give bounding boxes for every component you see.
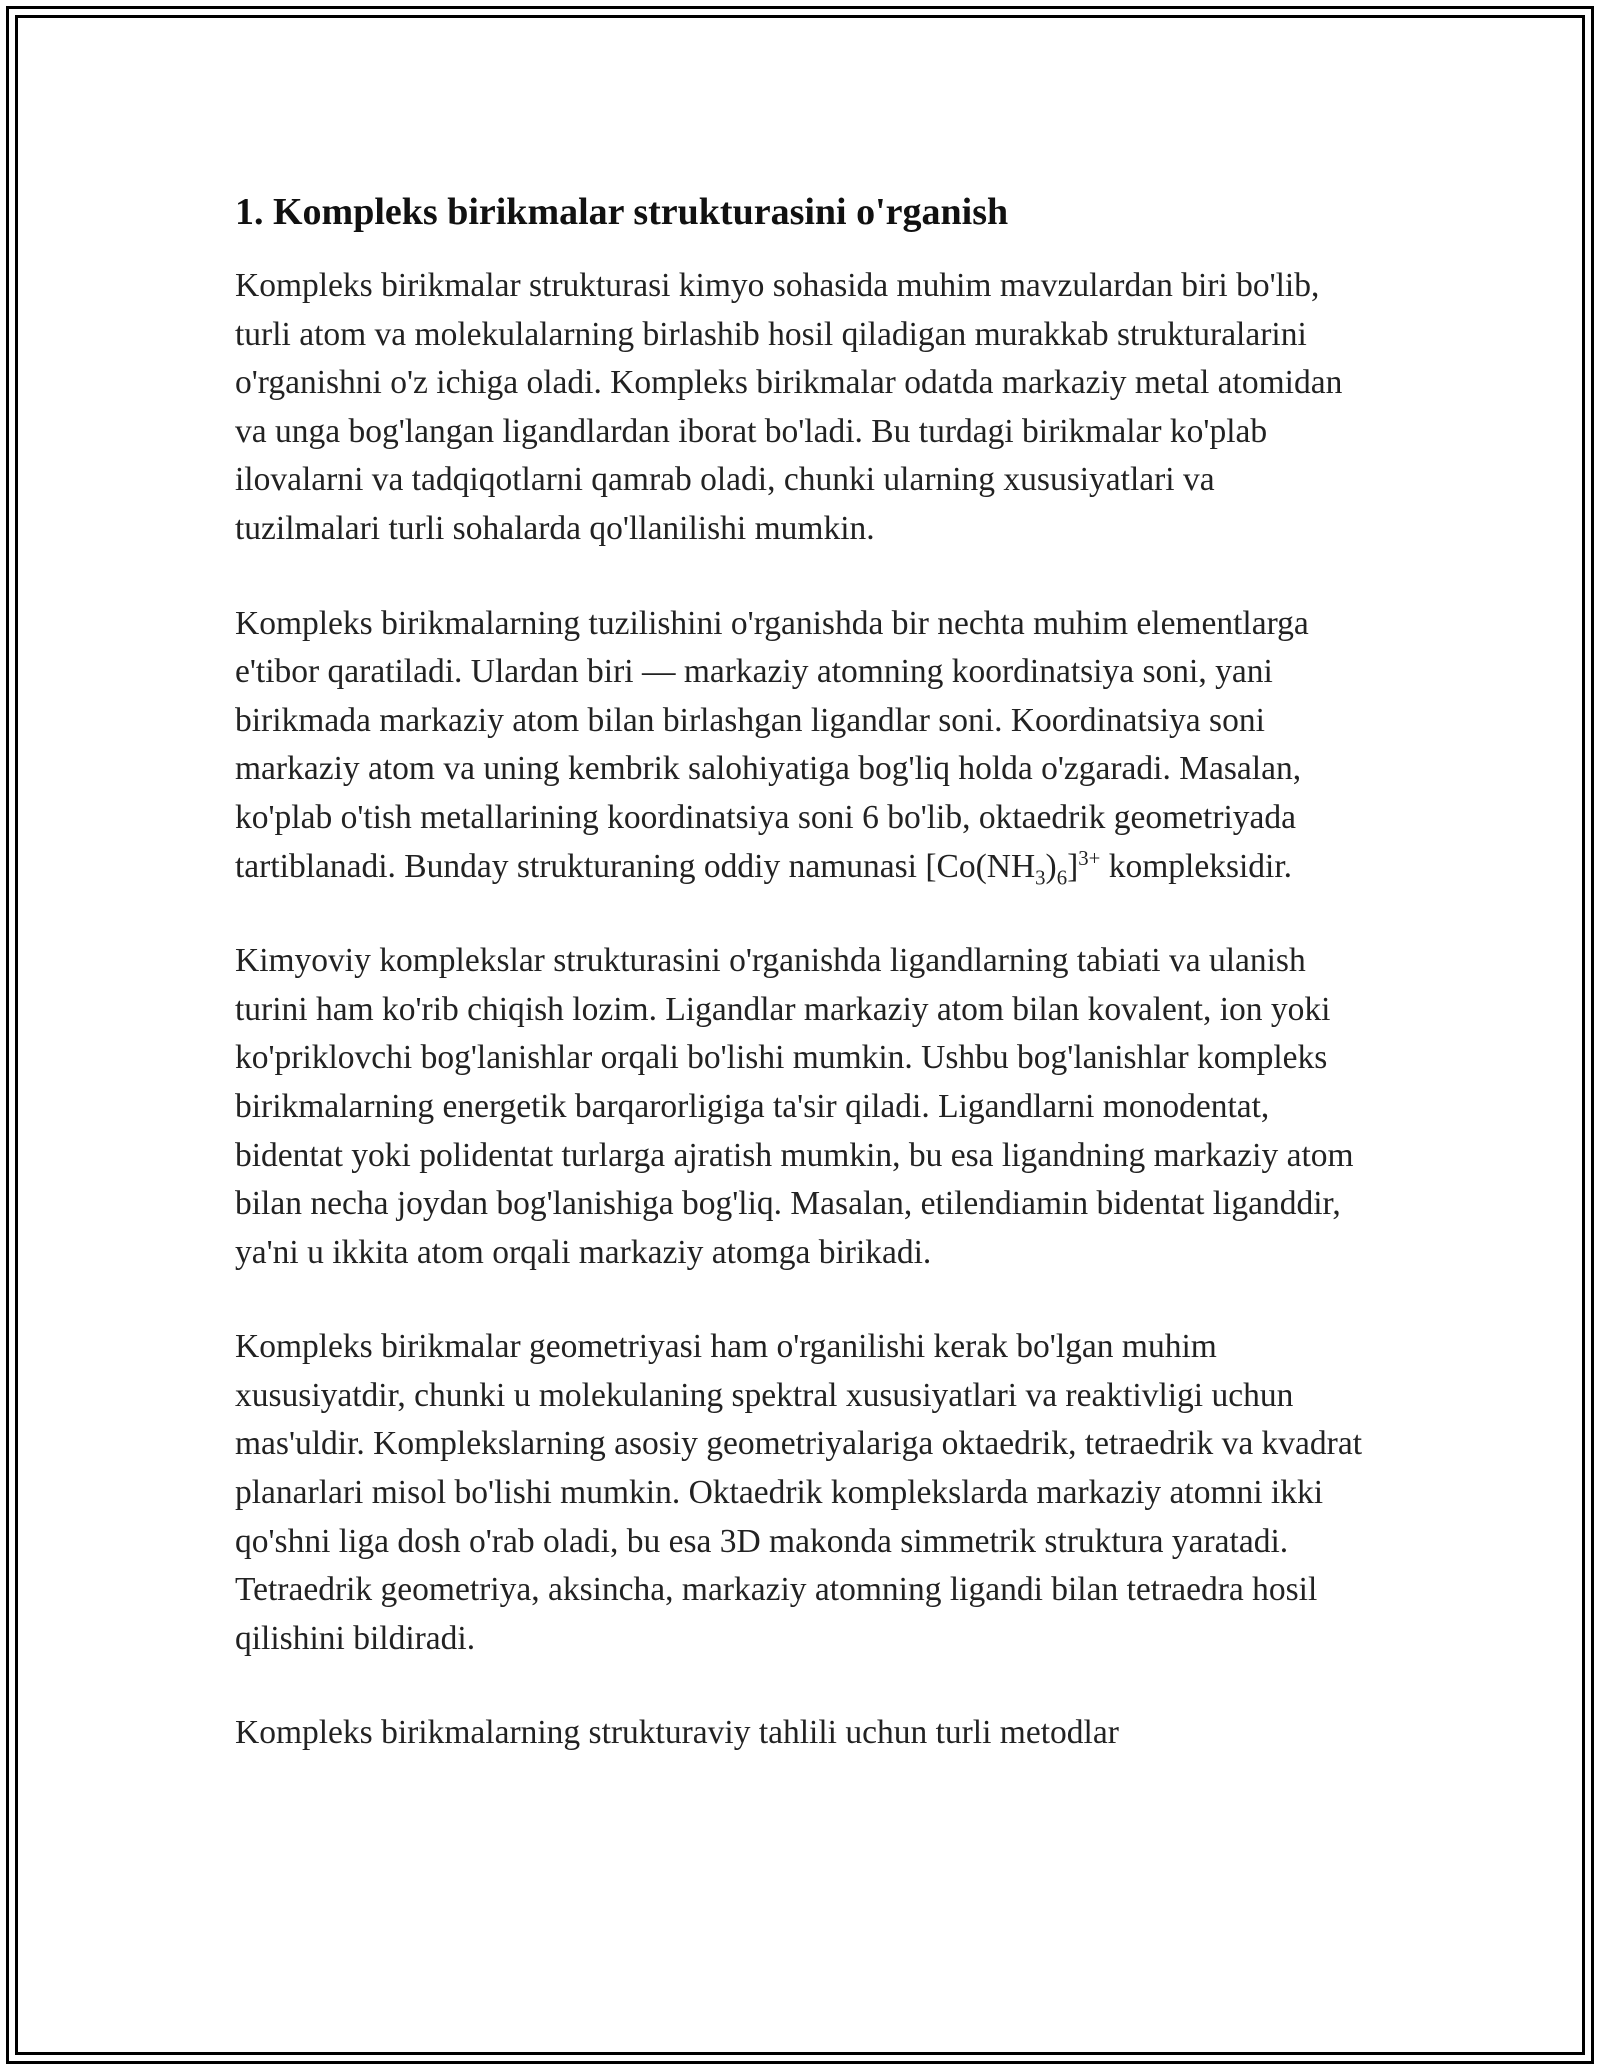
- paragraph-ligands: Kimyoviy komplekslar strukturasini o'rganishda ligandlarning tabiati va ulanish turini ham ko'rib chiqish lozim. Ligandlar markaziy atom bilan kovalent, ion yoki ko'priklovchi bog'lanishlar orqali bo'lishi mumkin. Ushbu bog'lanishlar kompleks birikmalarning energetik barqarorligiga ta'sir qiladi. Ligandlarni monodentat, bidentat yoki polidentat turlarga ajratish mumkin, bu esa ligandning markaziy atom bilan necha joydan bog'lanishiga bog'liq. Masalan, etilendiamin bidentat liganddir, ya'ni u ikkita atom orqali markaziy atomga birikadi.: [235, 942, 1354, 1271]
- chemical-formula: [925, 846, 1101, 890]
- paragraph-text-before-formula: Kompleks birikmalarning tuzilishini o'rganishda bir nechta muhim elementlarga e'tibor qaratiladi. Ulardan biri — markaziy atomning koordinatsiya soni, yani birikmada markaziy atom bilan birlashgan ligandlar soni. Koordinatsiya soni markaziy atom va uning kembrik salohiyatiga bog'liq holda o'zgaradi. Masalan, ko'plab o'tish metallarining koordinatsiya soni 6 bo'lib, oktaedrik geometriyada tartiblanadi. Bunday strukturaning oddiy namunasi: [235, 604, 1309, 885]
- paragraph-coordination-number: [235, 600, 1365, 892]
- formula-open: [Co(NH: [925, 847, 1036, 885]
- paragraph-text-after-formula: kompleksidir.: [1100, 847, 1293, 885]
- section-heading: 1. Kompleks birikmalar strukturasini o'rganish: [235, 191, 1009, 233]
- formula-charge: 3+: [1078, 846, 1101, 870]
- formula-close: ]: [1067, 847, 1079, 885]
- paragraph-geometry: Kompleks birikmalar geometriyasi ham o'rganilishi kerak bo'lgan muhim xususiyatdir, chunki u molekulaning spektral xususiyatlari va reaktivligi uchun mas'uldir. Komplekslarning asosiy geometriyalariga oktaedrik, tetraedrik va kvadrat planarlari misol bo'lishi mumkin. Oktaedrik komplekslarda markaziy atomni ikki qo'shni liga dosh o'rab oladi, bu esa 3D makonda simmetrik struktura yaratadi. Tetraedrik geometriya, aksincha, markaziy atomning ligandi bilan tetraedra hosil qilishini bildiradi.: [235, 1328, 1363, 1657]
- formula-subscript-count: 6: [1056, 866, 1068, 890]
- paragraph-analysis-methods: Kompleks birikmalarning strukturaviy tahlili uchun turli metodlar: [235, 1714, 1119, 1752]
- formula-subscript-nh3: 3: [1035, 866, 1046, 890]
- formula-mid: ): [1045, 847, 1057, 885]
- document-body: [235, 186, 1365, 1804]
- paragraph-intro: Kompleks birikmalar strukturasi kimyo sohasida muhim mavzulardan biri bo'lib, turli atom va molekulalarning birlashib hosil qiladigan murakkab strukturalarini o'rganishni o'z ichiga oladi. Kompleks birikmalar odatda markaziy metal atomidan va unga bog'langan ligandlardan iborat bo'ladi. Bu turdagi birikmalar ko'plab ilovalarni va tadqiqotlarni qamrab oladi, chunki ularning xususiyatlari va tuzilmalari turli sohalarda qo'llanilishi mumkin.: [235, 267, 1343, 547]
